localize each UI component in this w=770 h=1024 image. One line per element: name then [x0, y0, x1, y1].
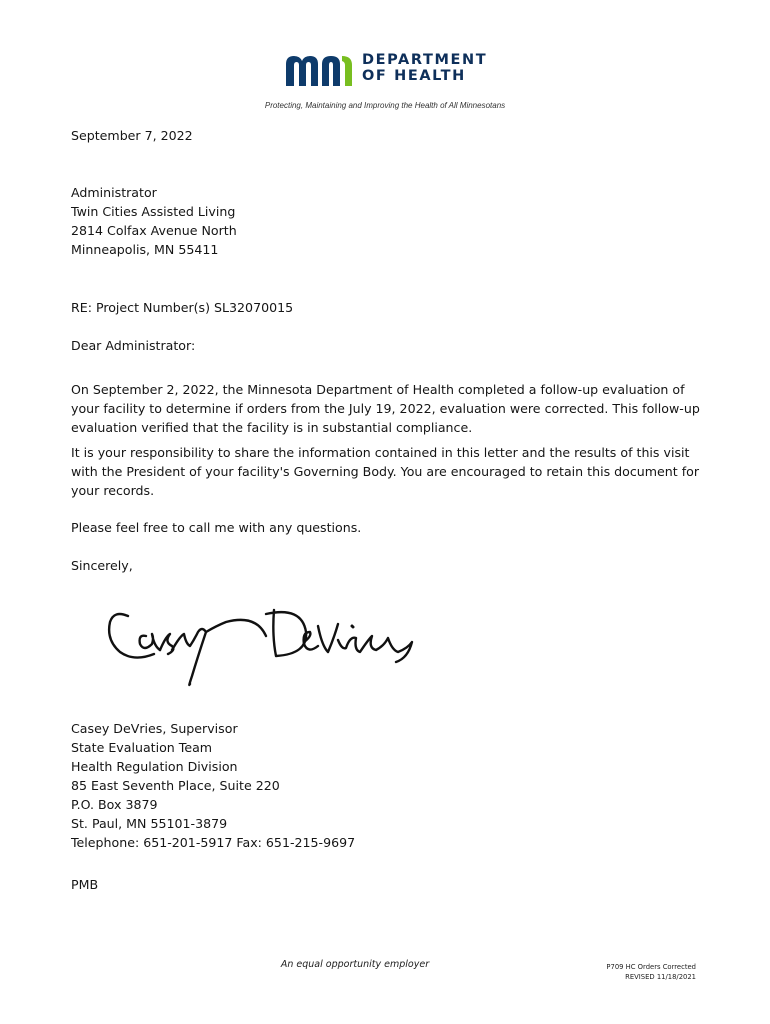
sender-line: Telephone: 651-201-5917 Fax: 651-215-9697 [71, 835, 356, 850]
logo-line-department: DEPARTMENT [362, 52, 488, 68]
sender-line: Health Regulation Division [71, 759, 238, 774]
mdh-logo [284, 52, 504, 92]
closing: Sincerely, [71, 558, 133, 573]
form-revision-footer [560, 962, 696, 982]
equal-opportunity-footer: An equal opportunity employer [280, 959, 430, 970]
logo-wordmark [362, 52, 487, 84]
typist-initials: PMB [71, 877, 99, 892]
form-id: P709 HC Orders Corrected [606, 963, 696, 971]
paragraph-questions: Please feel free to call me with any questions. [71, 520, 362, 535]
tagline: Protecting, Maintaining and Improving the Health of All Minnesotans [264, 101, 506, 110]
sender-line: Casey DeVries, Supervisor [71, 721, 238, 736]
recipient-line: Minneapolis, MN 55411 [71, 242, 219, 257]
sender-block [71, 719, 711, 852]
paragraph-text: On September 2, 2022, the Minnesota Department of Health completed a follow-up evaluation of your facility to determine if orders from the July 19, 2022, evaluation were corrected. This follow-up evaluation verified that the facility is in substantial compliance. [71, 382, 700, 435]
revised-date: REVISED 11/18/2021 [625, 973, 696, 981]
paragraph-responsibility [71, 443, 711, 500]
recipient-line: Administrator [71, 185, 157, 200]
re-line: RE: Project Number(s) SL32070015 [71, 300, 294, 315]
sender-line: 85 East Seventh Place, Suite 220 [71, 778, 280, 793]
recipient-line: 2814 Colfax Avenue North [71, 223, 237, 238]
recipient-address [71, 183, 711, 259]
mn-logo-mark-icon [284, 52, 356, 88]
sender-line: St. Paul, MN 55101-3879 [71, 816, 228, 831]
letter-date: September 7, 2022 [71, 128, 193, 143]
paragraph-evaluation [71, 380, 711, 437]
recipient-line: Twin Cities Assisted Living [71, 204, 236, 219]
sender-line: P.O. Box 3879 [71, 797, 158, 812]
sender-line: State Evaluation Team [71, 740, 213, 755]
logo-line-of-health: OF HEALTH [362, 68, 466, 84]
paragraph-text: It is your responsibility to share the information contained in this letter and the results of this visit with the President of your facility's Governing Body. You are encouraged to retain this document for your records. [71, 445, 700, 498]
salutation: Dear Administrator: [71, 338, 196, 353]
handwritten-signature [106, 596, 416, 692]
